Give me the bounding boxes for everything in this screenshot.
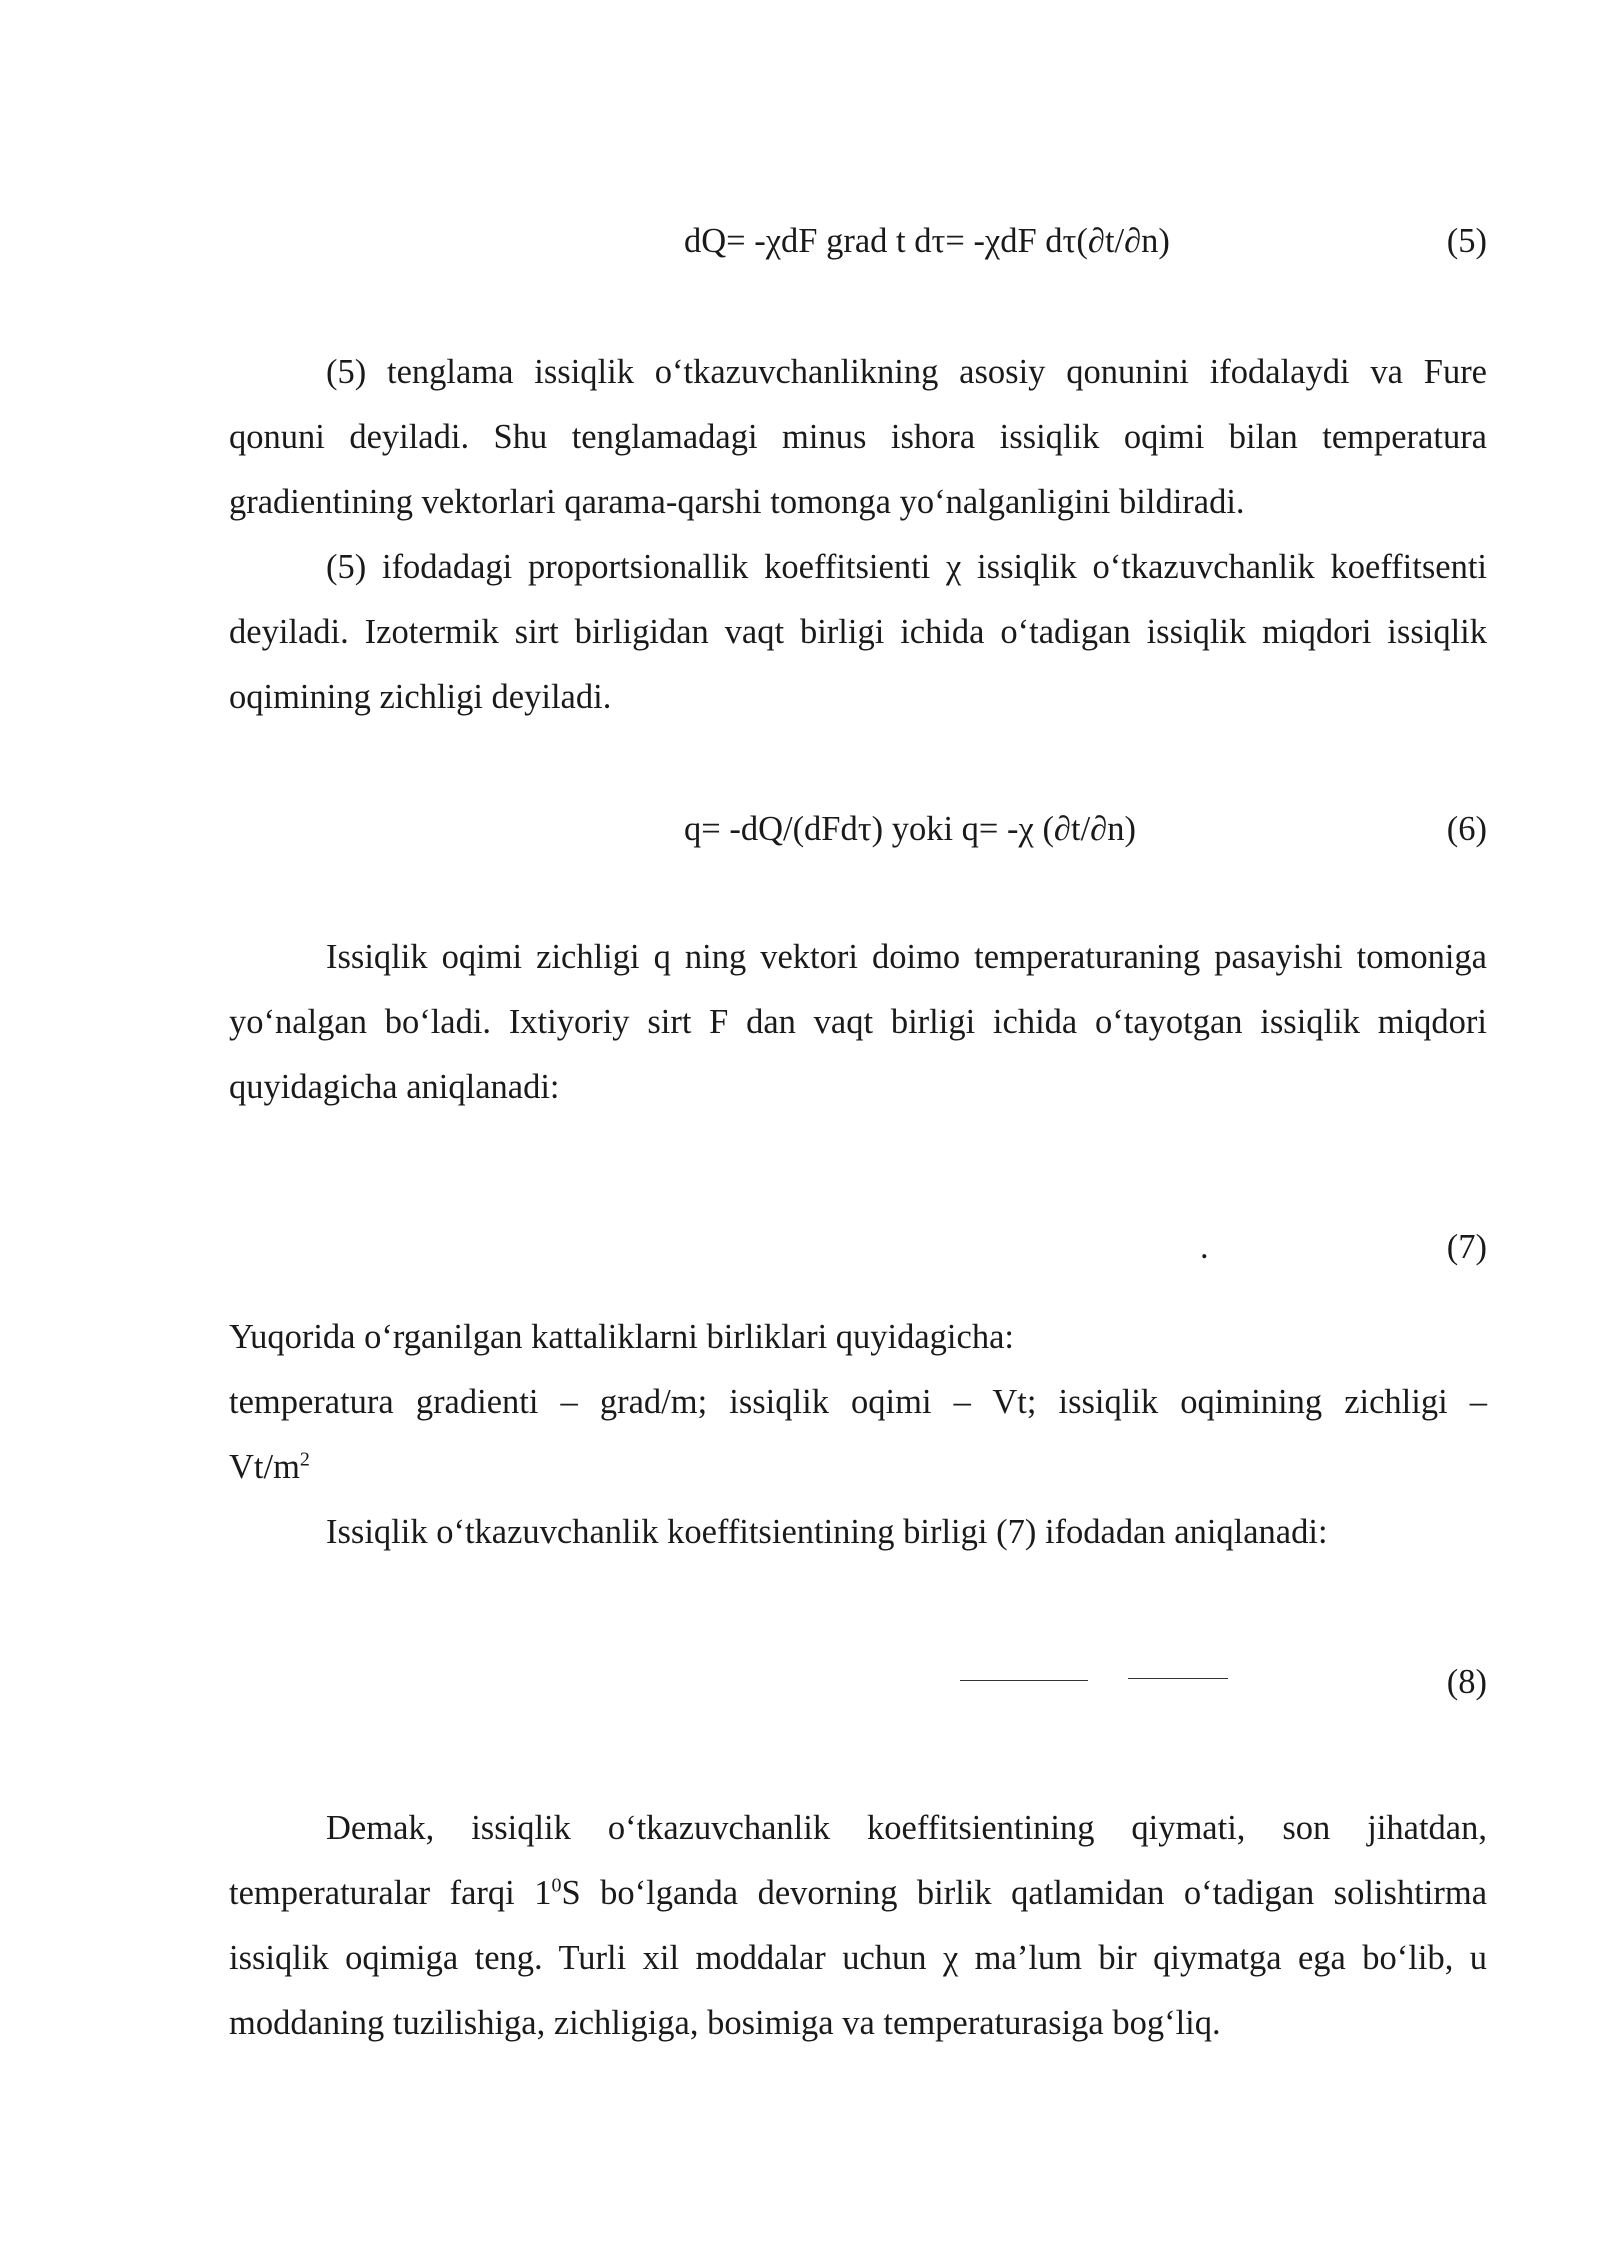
equation-7-number: (7) xyxy=(1446,1228,1487,1266)
paragraph-fourier-law: (5) tenglama issiqlik o‘tkazuvchanlikning asosiy qonunini ifodalaydi va Fure qonuni deyiladi. Shu tenglamadagi minus ishora issiqlik oqimi bilan temperatura gradientining vektorlari qarama-qarshi tomonga yo‘nalganligini bildiradi. xyxy=(229,353,1487,521)
units-list: temperatura gradienti – grad/m; issiqlik oqimi – Vt; issiqlik oqimining zichligi – xyxy=(229,1383,1487,1421)
units-list-continued xyxy=(229,1435,1487,1500)
conclusion-text-part2: S bo‘lganda devorning birlik qatlamidan o‘tadigan solishtirma issiqlik oqimiga teng. Turli xil moddalar uchun χ ma’lum bir qiymatga ega bo‘lib, u moddaning tuzilishiga, zichligiga, bosimiga va temperaturasiga bog‘liq. xyxy=(229,1874,1488,2042)
equation-8-fraction-bar-1 xyxy=(960,1680,1088,1681)
paragraph-conductivity-coefficient: (5) ifodadagi proportsionallik koeffitsienti χ issiqlik o‘tkazuvchanlik koeffitsenti deyiladi. Izotermik sirt birligidan vaqt birligi ichida o‘tadigan issiqlik miqdori issiqlik oqimining zichligi deyiladi. xyxy=(229,548,1487,716)
equation-8-fraction-bar-2 xyxy=(1128,1678,1228,1679)
paragraph-conclusion xyxy=(229,1796,1487,2056)
equation-5-formula: dQ= -χdF grad t dτ= -χdF dτ(∂t/∂n) xyxy=(684,222,1170,260)
unit-superscript: 2 xyxy=(299,1448,310,1471)
equation-8-number: (8) xyxy=(1446,1663,1487,1701)
paragraph-heat-flux-vector: Issiqlik oqimi zichligi q ning vektori doimo temperaturaning pasayishi tomoniga yo‘nalgan bo‘ladi. Ixtiyoriy sirt F dan vaqt birligi ichida o‘tayotgan issiqlik miqdori quyidagicha aniqlanadi: xyxy=(229,938,1487,1106)
units-heading: Yuqorida o‘rganilgan kattaliklarni birliklari quyidagicha: xyxy=(229,1318,1014,1356)
conclusion-text-part1: Demak, issiqlik o‘tkazuvchanlik koeffitsientining qiymati, son jihatdan, temperaturalar farqi 1 xyxy=(229,1809,1487,1912)
paragraph-coefficient-unit: Issiqlik o‘tkazuvchanlik koeffitsientining birligi (7) ifodadan aniqlanadi: xyxy=(326,1513,1328,1551)
equation-6-formula: q= -dQ/(dFdτ) yoki q= -χ (∂t/∂n) xyxy=(684,810,1136,848)
equation-7-formula: . xyxy=(1200,1228,1209,1266)
equation-5-number: (5) xyxy=(1446,222,1487,260)
equation-6-number: (6) xyxy=(1446,810,1487,848)
degree-superscript: 0 xyxy=(551,1874,562,1897)
unit-text: Vt/m xyxy=(229,1448,300,1486)
